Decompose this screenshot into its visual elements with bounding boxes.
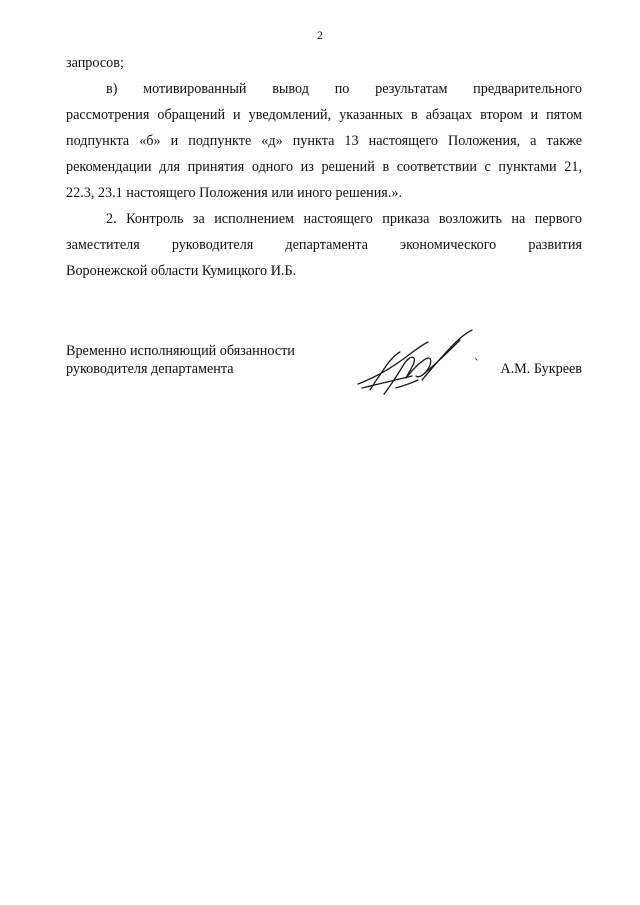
signature-block: [66, 342, 582, 402]
paragraph-item-v: [66, 76, 582, 206]
document-body: [66, 50, 582, 284]
text-line: рекомендации для принятия одного из решений в соответствии с пунктами 21,: [66, 159, 582, 175]
paragraph-item-2: [66, 206, 582, 284]
signatory-position-line: руководителя департамента: [66, 361, 234, 377]
handwritten-signature: [352, 328, 482, 400]
signatory-position: [66, 342, 295, 378]
text-line: 22.3, 23.1 настоящего Положения или иного решения.».: [66, 185, 403, 201]
text-line: подпункта «б» и подпункте «д» пункта 13 настоящего Положения, а также: [66, 133, 582, 149]
signatory-name: А.М. Букреев: [500, 361, 582, 377]
text-line: рассмотрения обращений и уведомлений, указанных в абзацах втором и пятом: [66, 107, 582, 123]
text-line: запросов;: [66, 55, 124, 71]
paragraph-continuation: [66, 50, 582, 76]
signatory-position-line: Временно исполняющий обязанности: [66, 343, 295, 359]
text-line: 2. Контроль за исполнением настоящего приказа возложить на первого: [106, 211, 582, 227]
page-number: 2: [317, 28, 323, 42]
text-line: в) мотивированный вывод по результатам предварительного: [106, 81, 582, 97]
signature-mark: `: [474, 357, 479, 372]
text-line: Воронежской области Кумицкого И.Б.: [66, 263, 297, 279]
text-line: заместителя руководителя департамента экономического развития: [66, 237, 582, 253]
